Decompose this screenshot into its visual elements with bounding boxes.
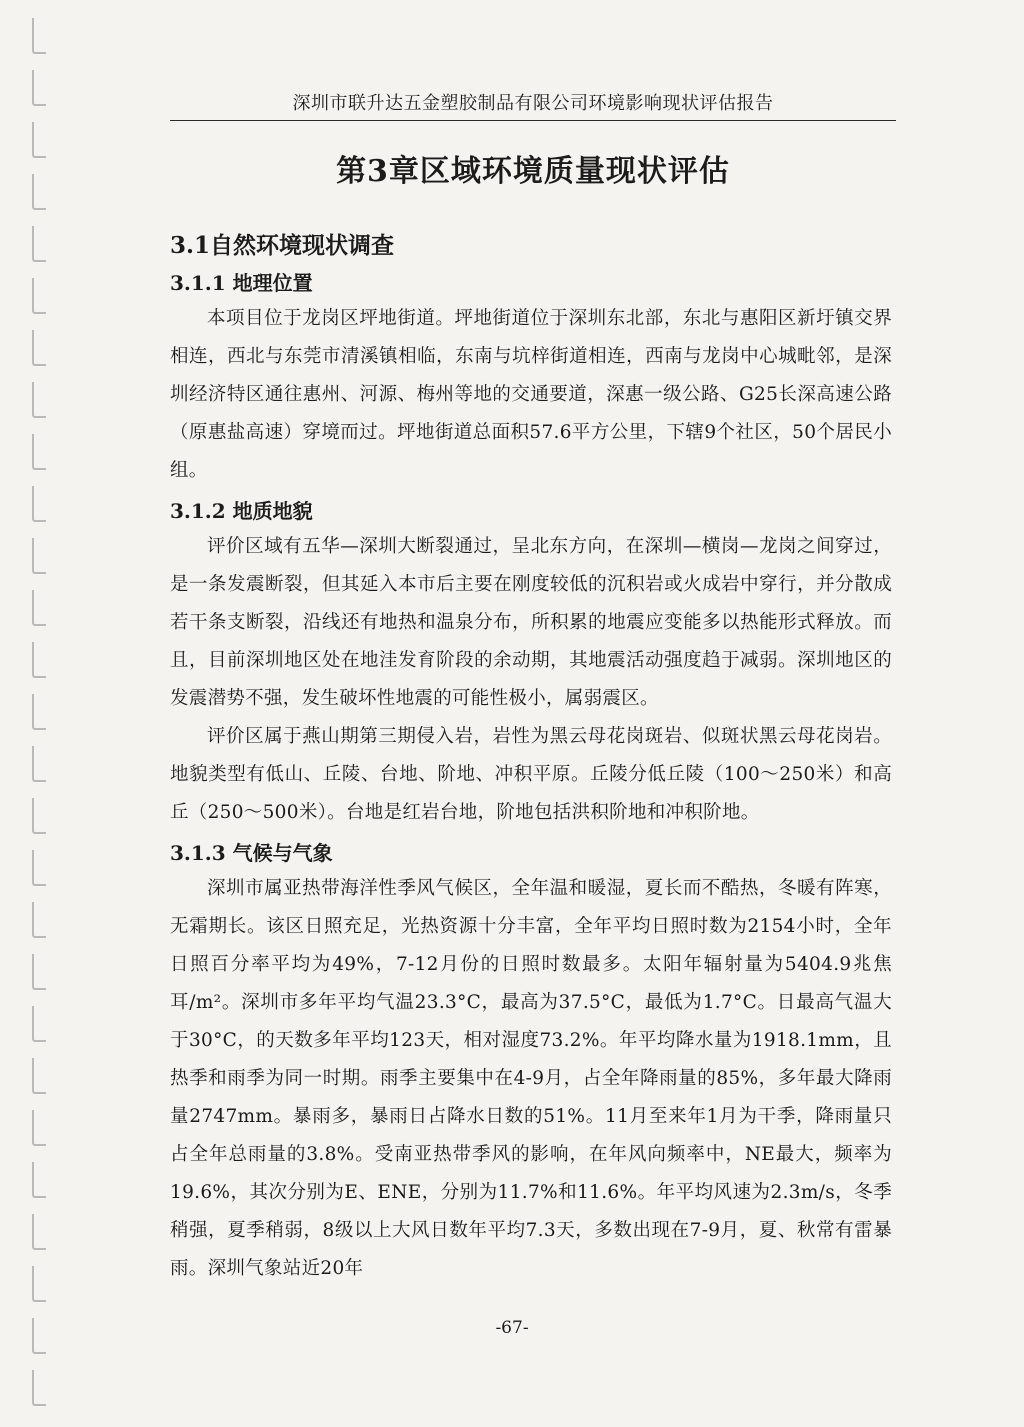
document-body xyxy=(170,222,892,1288)
paragraph-climate: 深圳市属亚热带海洋性季风气候区，全年温和暖湿，夏长而不酷热，冬暖有阵寒，无霜期长。该区日照充足，光热资源十分丰富，全年平均日照时数为2154小时，全年日照百分率平均为49%，7-12月份的日照时数最多。太阳年辐射量为5404.9兆焦耳/m²。深圳市多年平均气温23.3°C，最高为37.5°C，最低为1.7°C。日最高气温大于30°C，的天数多年平均123天，相对湿度73.2%。年平均降水量为1918.1mm，且热季和雨季为同一时期。雨季主要集中在4-9月，占全年降雨量的85%，多年最大降雨量2747mm。暴雨多，暴雨日占降水日数的51%。11月至来年1月为干季，降雨量只占全年总雨量的3.8%。受南亚热带季风的影响，在年风向频率中，NE最大，频率为19.6%，其次分别为E、ENE，分别为11.7%和11.6%。年平均风速为2.3m/s，冬季稍强，夏季稍弱，8级以上大风日数年平均7.3天，多数出现在7-9月，夏、秋常有雷暴雨。深圳气象站近20年 xyxy=(170,878,892,1279)
binding-holes xyxy=(18,0,48,1427)
subsection-heading-geology: 3.1.2 地质地貌 xyxy=(170,499,313,523)
section-heading: 3.1自然环境现状调查 xyxy=(170,232,395,259)
subsection-heading-geography: 3.1.1 地理位置 xyxy=(170,271,313,295)
header-rule xyxy=(170,120,896,121)
paragraph-geology-faults: 评价区域有五华—深圳大断裂通过，呈北东方向，在深圳—横岗—龙岗之间穿过，是一条发震断裂，但其延入本市后主要在刚度较低的沉积岩或火成岩中穿行，并分散成若干条支断裂，沿线还有地热和温泉分布，所积累的地震应变能多以热能形式释放。而且，目前深圳地区处在地洼发育阶段的余动期，其地震活动强度趋于减弱。深圳地区的发震潜势不强，发生破坏性地震的可能性极小，属弱震区。 xyxy=(170,536,892,709)
chapter-title: 第3章区域环境质量现状评估 xyxy=(336,154,730,189)
paragraph-geography: 本项目位于龙岗区坪地街道。坪地街道位于深圳东北部，东北与惠阳区新圩镇交界相连，西北与东莞市清溪镇相临，东南与坑梓街道相连，西南与龙岗中心城毗邻，是深圳经济特区通往惠州、河源、梅州等地的交通要道，深惠一级公路、G25长深高速公路（原惠盐高速）穿境而过。坪地街道总面积57.6平方公里，下辖9个社区，50个居民小组。 xyxy=(170,308,892,481)
subsection-heading-climate: 3.1.3 气候与气象 xyxy=(170,841,333,865)
page-header: 深圳市联升达五金塑胶制品有限公司环境影响现状评估报告 xyxy=(292,93,774,114)
paragraph-geology-landforms: 评价区属于燕山期第三期侵入岩，岩性为黑云母花岗斑岩、似斑状黑云母花岗岩。地貌类型有低山、丘陵、台地、阶地、冲积平原。丘陵分低丘陵（100～250米）和高丘（250～500米）。台地是红岩台地，阶地包括洪积阶地和冲积阶地。 xyxy=(170,726,892,823)
page-number: -67- xyxy=(495,1318,529,1338)
